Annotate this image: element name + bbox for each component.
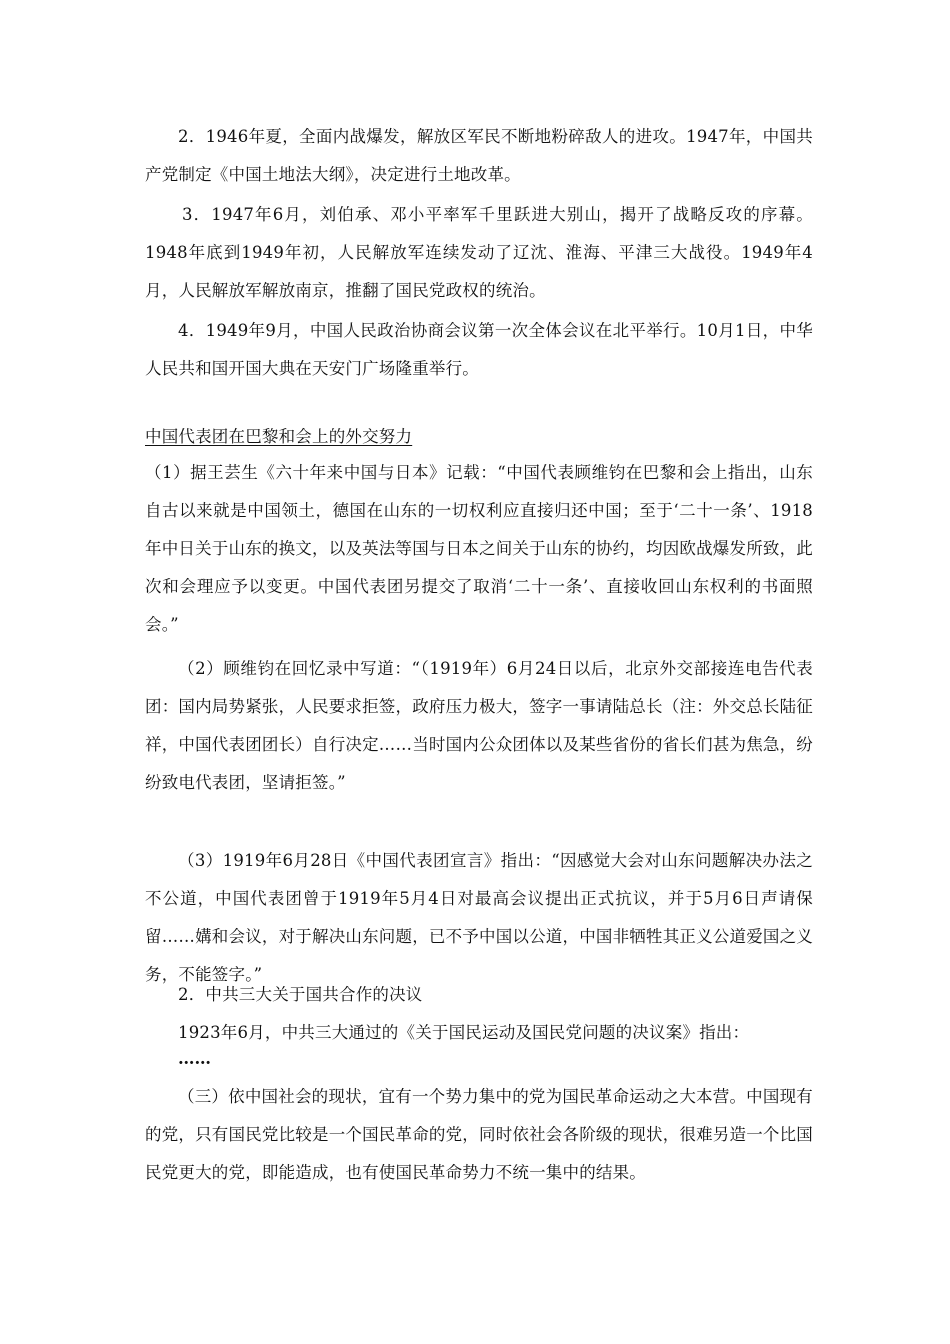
paragraph-resolution-clause-3: （三）依中国社会的现状，宜有一个势力集中的党为国民革命运动之大本营。中国现有的党，只有国民党比较是一个国民革命的党，同时依社会各阶级的现状，很难另造一个比国民党更大的党，即能造成，也有使国民革命势力不统一集中的结果。 bbox=[145, 1087, 813, 1182]
paragraph-founding-ceremony: 4．1949年9月，中国人民政治协商会议第一次全体会议在北平举行。10月1日，中华人民共和国开国大典在天安门广场隆重举行。 bbox=[145, 321, 813, 378]
paragraph-ellipsis: …… bbox=[178, 1049, 211, 1068]
paragraph-source-1: （1）据王芸生《六十年来中国与日本》记载：“中国代表顾维钧在巴黎和会上指出，山东自古以来就是中国领土，德国在山东的一切权利应直接归还中国；至于‘二十一条’、1918年中日关于山东的换文，以及英法等国与日本之间关于山东的协约，均因欧战爆发所致，此次和会理应予以变更。中国代表团另提交了取消‘二十一条’、直接收回山东权利的书面照会。” bbox=[145, 463, 813, 634]
paragraph-civil-war-1946: 2．1946年夏，全面内战爆发，解放区军民不断地粉碎敌人的进攻。1947年，中国共产党制定《中国土地法大纲》，决定进行土地改革。 bbox=[145, 127, 813, 184]
paragraph-source-2: （2）顾维钧在回忆录中写道：“（1919年）6月24日以后，北京外交部接连电告代表团：国内局势紧张，人民要求拒签，政府压力极大，签字一事请陆总长（注：外交总长陆征祥，中国代表团团长）自行决定……当时国内公众团体以及某些省份的省长们甚为焦急，纷纷致电代表团，坚请拒签。” bbox=[145, 659, 813, 792]
paragraph-source-3: （3）1919年6月28日《中国代表团宣言》指出：“因感觉大会对山东问题解决办法之不公道，中国代表团曾于1919年5月4日对最高会议提出正式抗议，并于5月6日声请保留……媾和会议，对于解决山东问题，已不予中国以公道，中国非牺牲其正义公道爱国之义务，不能签字。” bbox=[145, 851, 813, 984]
paragraph-strategic-offensive: 3．1947年6月，刘伯承、邓小平率军千里跃进大别山，揭开了战略反攻的序幕。1948年底到1949年初，人民解放军连续发动了辽沈、淮海、平津三大战役。1949年4月，人民解放军解放南京，推翻了国民党政权的统治。 bbox=[145, 205, 813, 300]
section-heading-paris-peace-conference: 中国代表团在巴黎和会上的外交努力 bbox=[145, 427, 413, 446]
paragraph-ccp-third-congress-heading: 2．中共三大关于国共合作的决议 bbox=[178, 985, 423, 1004]
paragraph-resolution-intro: 1923年6月，中共三大通过的《关于国民运动及国民党问题的决议案》指出： bbox=[178, 1023, 750, 1042]
